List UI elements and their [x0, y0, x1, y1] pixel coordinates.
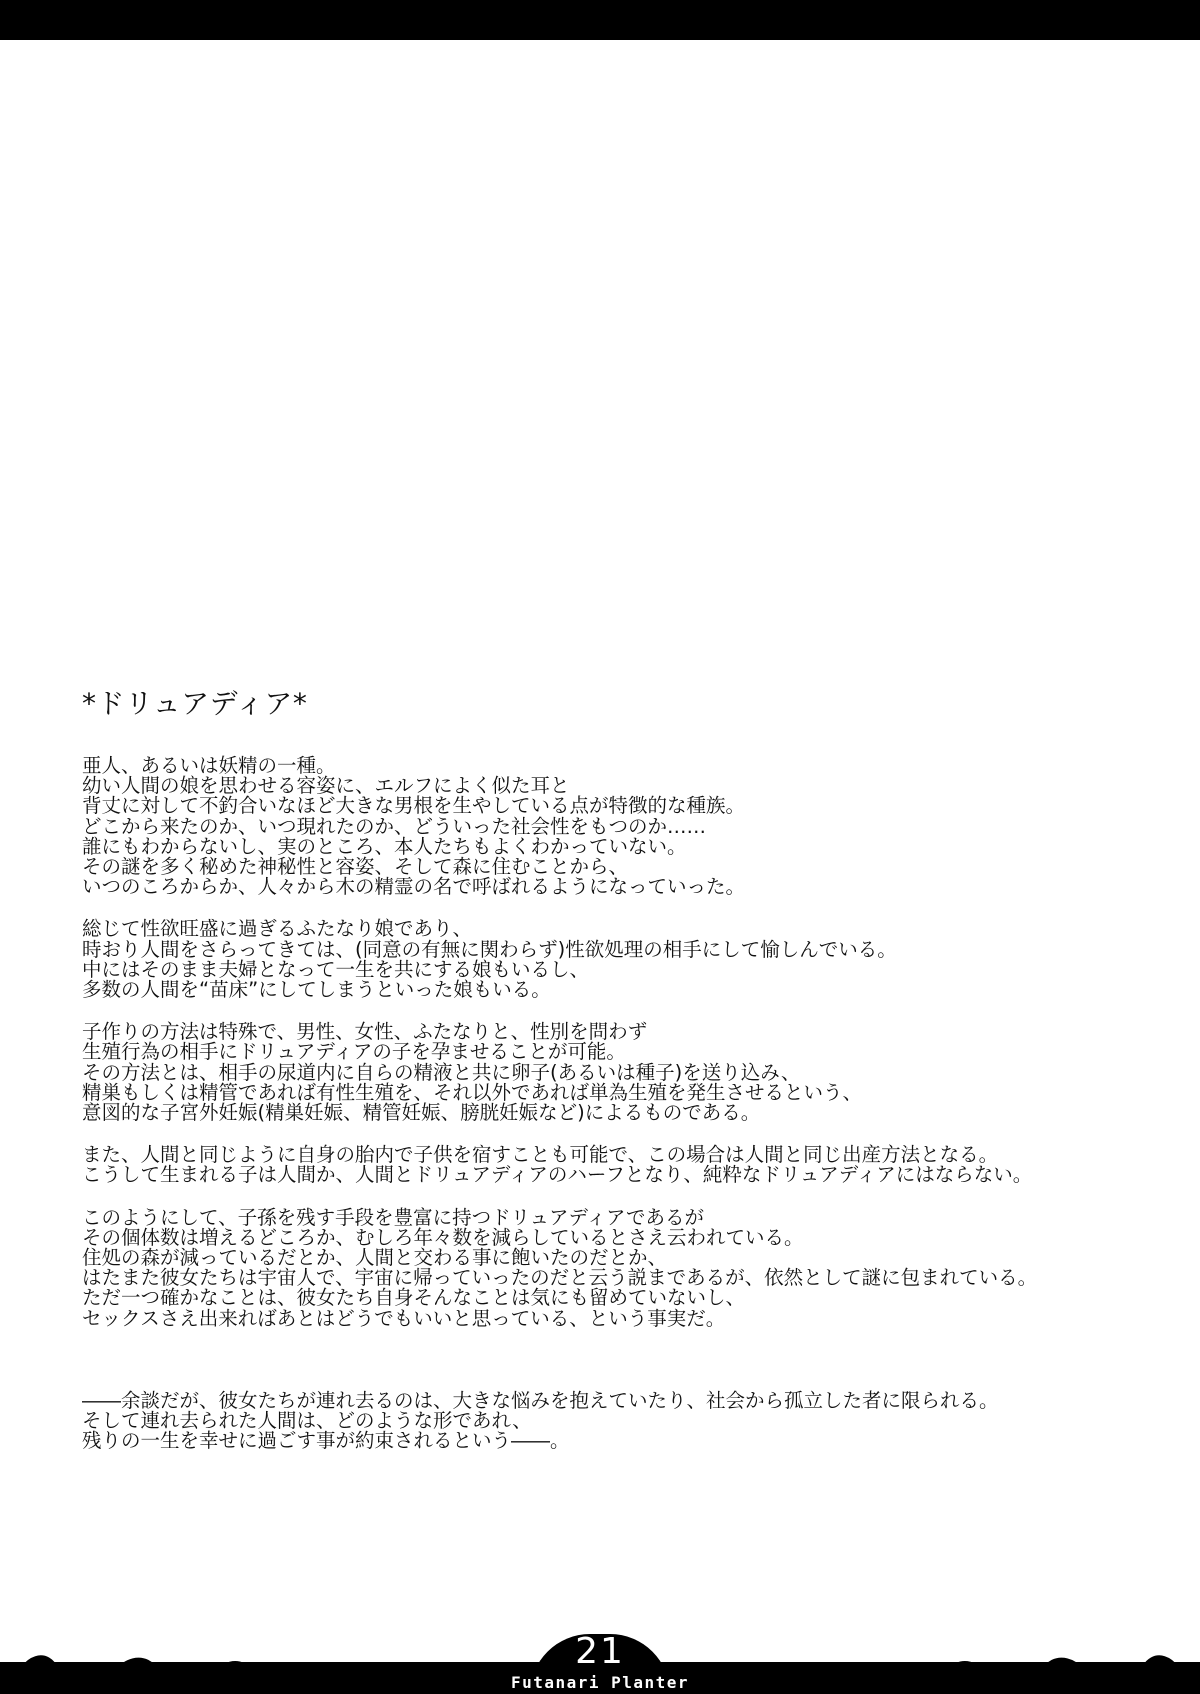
footer-title: Futanari Planter [510, 1673, 690, 1692]
paragraph-reproduction: 子作りの方法は特殊で、男性、女性、ふたなりと、性別を問わず 生殖行為の相手にドリュアディアの子を孕ませることが可能。 その方法とは、相手の尿道内に自らの精液と共に卵子(あるいは種子)を送り込み、 精巣もしくは精管であれば有性生殖を、それ以外であれば単為生殖を発生させるという、 意図的な子宮外妊娠(精巣妊娠、精管妊娠、膀胱妊娠など)によるものである。 [82, 1020, 863, 1125]
section-heading: *ドリュアディア* [82, 687, 308, 720]
paragraph-birth: また、人間と同じように自身の胎内で子供を宿すことも可能で、この場合は人間と同じ出産方法となる。 こうして生まれる子は人間か、人間とドリュアディアのハーフとなり、純粋なドリュアディアにはならない。 [82, 1143, 1033, 1187]
paragraph-nature: 総じて性欲旺盛に過ぎるふたなり娘であり、 時おり人間をさらってきては、(同意の有無に関わらず)性欲処理の相手にして愉しんでいる。 中にはそのまま夫婦となって一生を共にする娘もいるし、 多数の人間を“苗床”にしてしまうといった娘もいる。 [82, 917, 897, 1002]
paragraph-intro: 亜人、あるいは妖精の一種。 幼い人間の娘を思わせる容姿に、エルフによく似た耳と 背丈に対して不釣合いなほど大きな男根を生やしている点が特徴的な種族。 どこから来たのか、いつ現れたのか、どういった社会性をもつのか…… 誰にもわからないし、実のところ、本人たちもよくわかっていない。 その謎を多く秘めた神秘性と容姿、そして森に住むことから、 いつのころからか、人々から木の精霊の名で呼ばれるようになっていった。 [82, 754, 746, 899]
page-number: 21 [575, 1631, 625, 1672]
page-footer [0, 1630, 1200, 1694]
document-body [82, 688, 1162, 1473]
top-border-bar [0, 0, 1200, 40]
paragraph-population: このようにして、子孫を残す手段を豊富に持つドリュアディアであるが その個体数は増えるどころか、むしろ年々数を減らしているとさえ云われている。 住処の森が減っているだとか、人間と交わる事に飽いたのだとか、 はたまた彼女たちは宇宙人で、宇宙に帰っていったのだと云う説まであるが、依然として謎に包まれている。 ただ一つ確かなことは、彼女たち自身そんなことは気にも留めていないし、 セックスさえ出来ればあとはどうでもいいと思っている、という事実だ。 [82, 1205, 1038, 1330]
paragraph-aside: ――余談だが、彼女たちが連れ去るのは、大きな悩みを抱えていたり、社会から孤立した者に限られる。 そして連れ去られた人間は、どのような形であれ、 残りの一生を幸せに過ごす事が約束されるという――。 [82, 1388, 999, 1453]
